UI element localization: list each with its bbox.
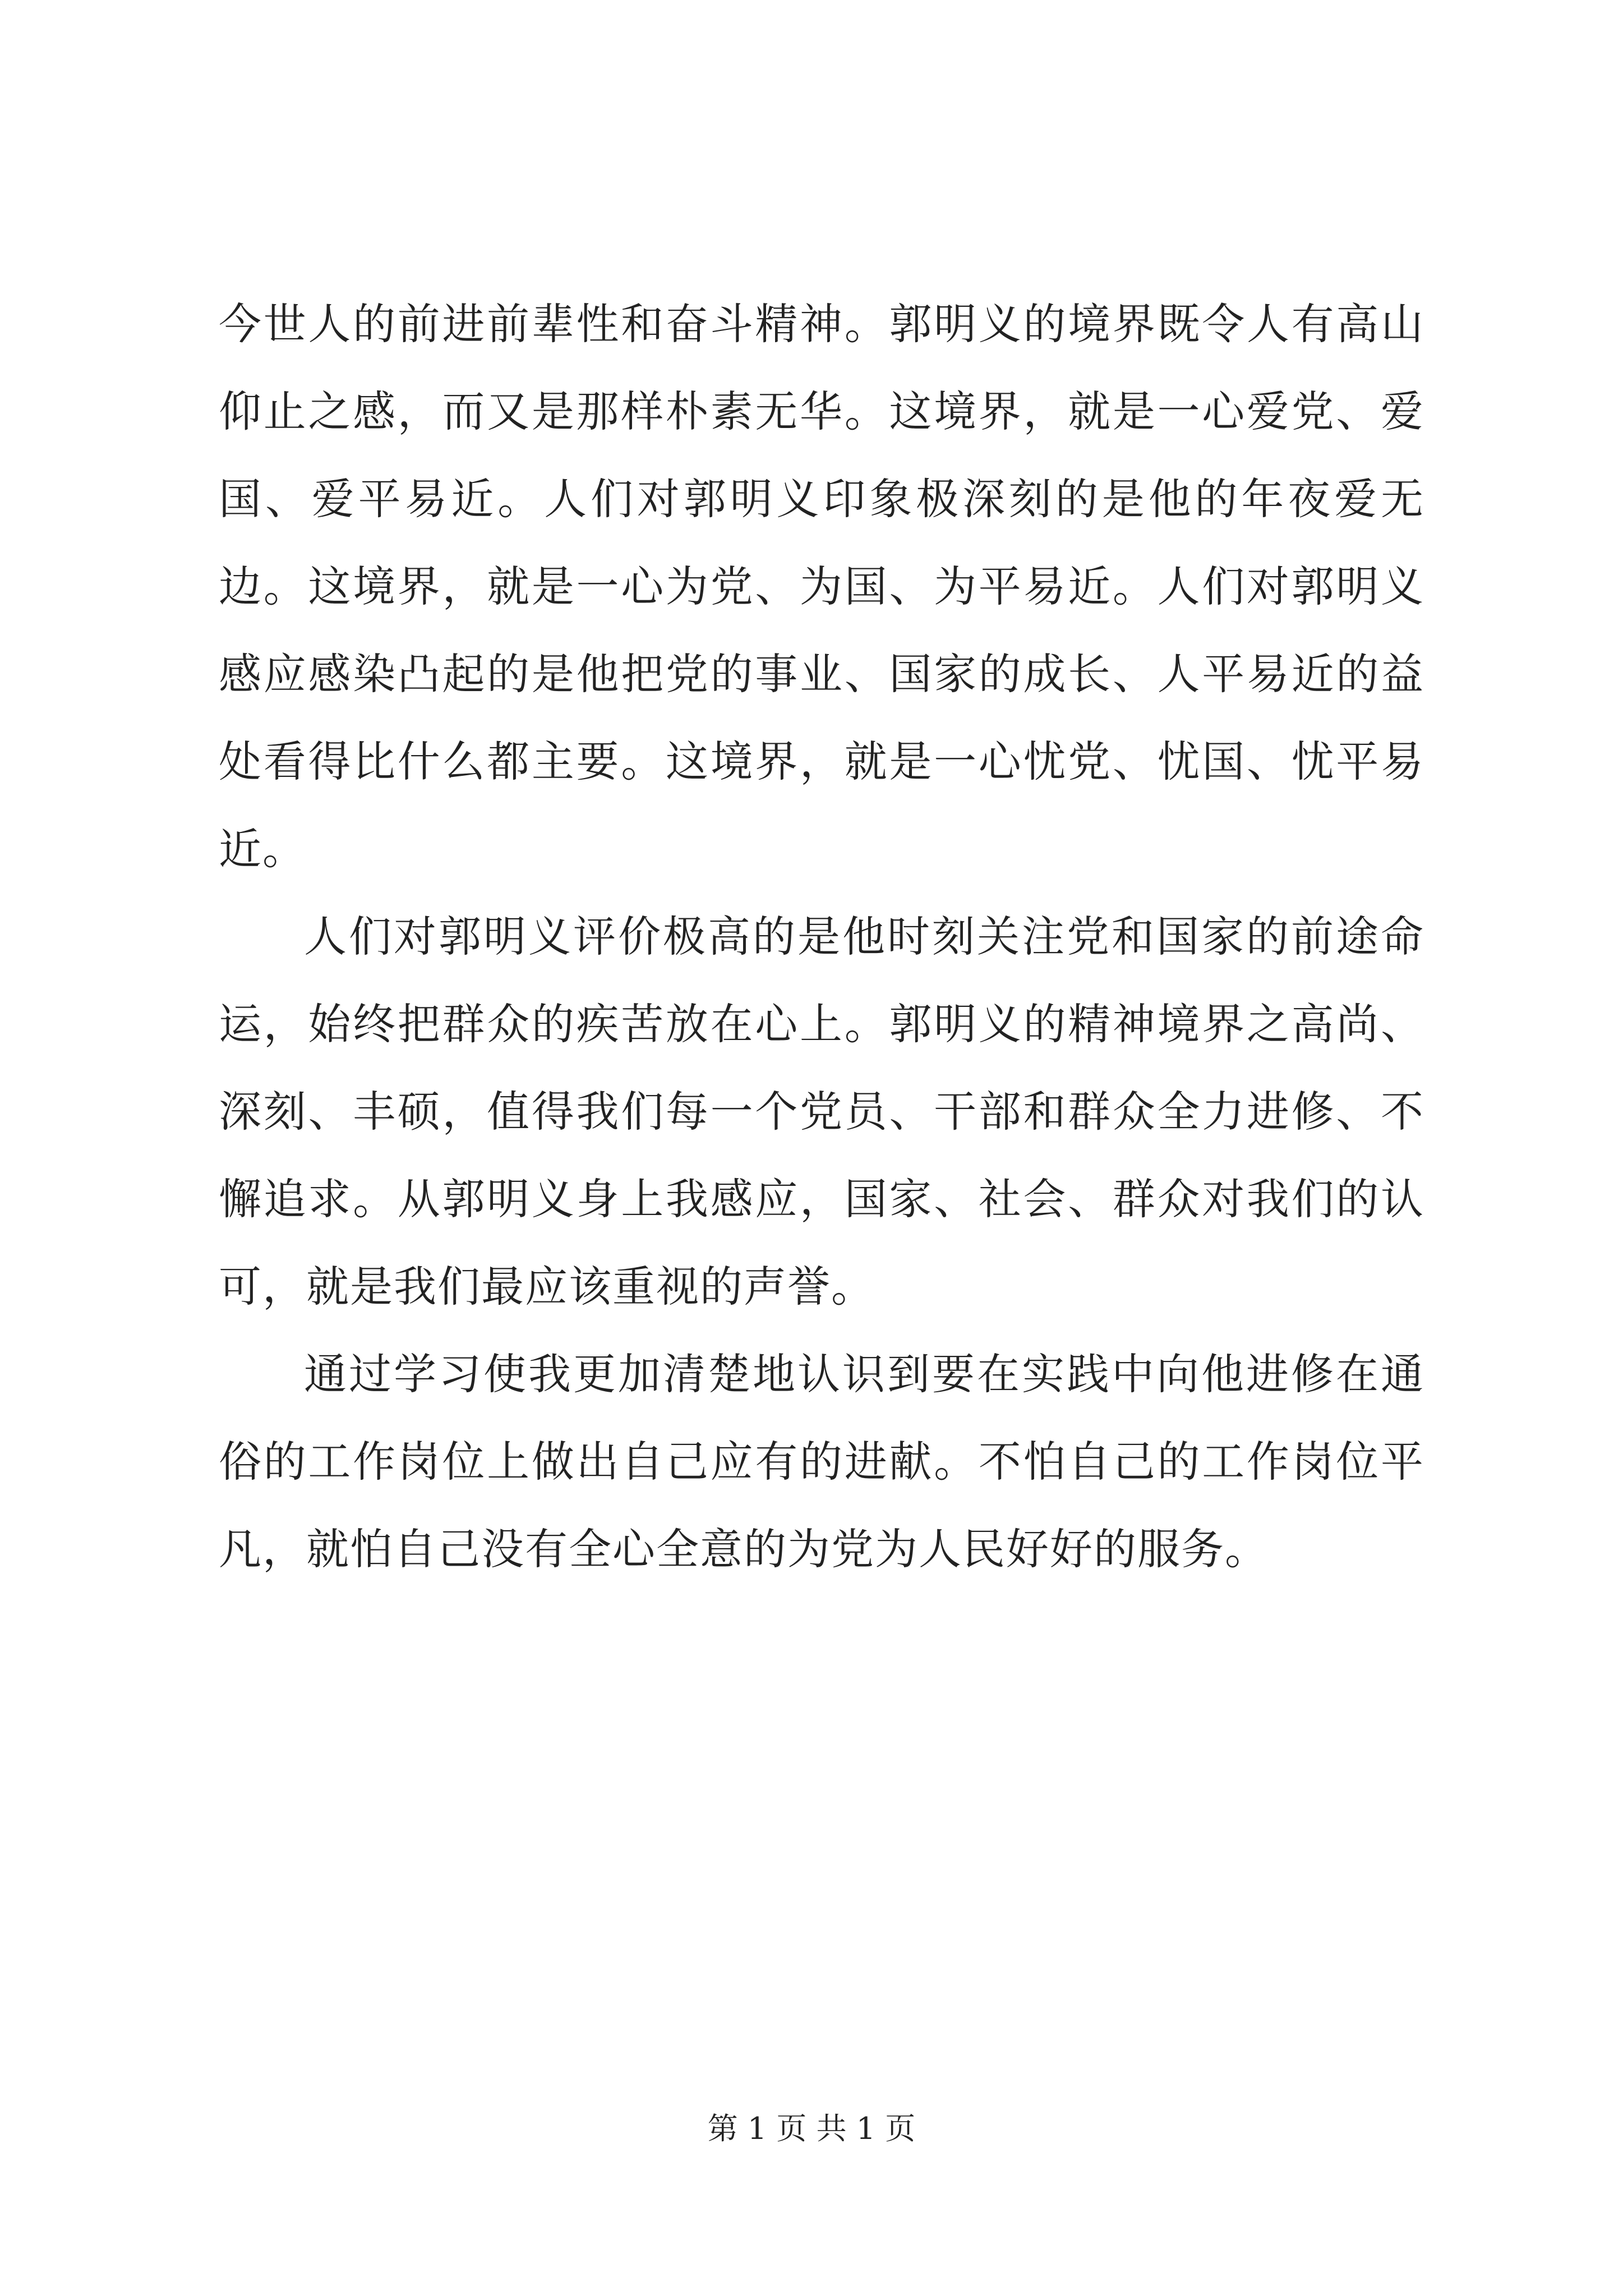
paragraph-1: 今世人的前进前辈性和奋斗精神。郭明义的境界既令人有高山仰止之感，而又是那样朴素无华。这境界，就是一心爱党、爱国、爱平易近。人们对郭明义印象极深刻的是他的年夜爱无边。这境界，就是一心为党、为国、为平易近。人们对郭明义感应感染凸起的是他把党的事业、国家的成长、人平易近的益处看得比什么都主要。这境界，就是一心忧党、忧国、忧平易近。	[219, 299, 1424, 874]
paragraph-3: 通过学习使我更加清楚地认识到要在实践中向他进修在通俗的工作岗位上做出自己应有的进献。不怕自己的工作岗位平凡，就怕自己没有全心全意的为党为人民好好的服务。	[219, 1349, 1424, 1574]
paragraph-2: 人们对郭明义评价极高的是他时刻关注党和国家的前途命运，始终把群众的疾苦放在心上。郭明义的精神境界之高尚、深刻、丰硕，值得我们每一个党员、干部和群众全力进修、不懈追求。从郭明义身上我感应，国家、社会、群众对我们的认可，就是我们最应该重视的声誉。	[219, 912, 1424, 1312]
document-body	[219, 280, 1424, 1593]
page-footer: 第 1 页 共 1 页	[707, 2111, 916, 2146]
